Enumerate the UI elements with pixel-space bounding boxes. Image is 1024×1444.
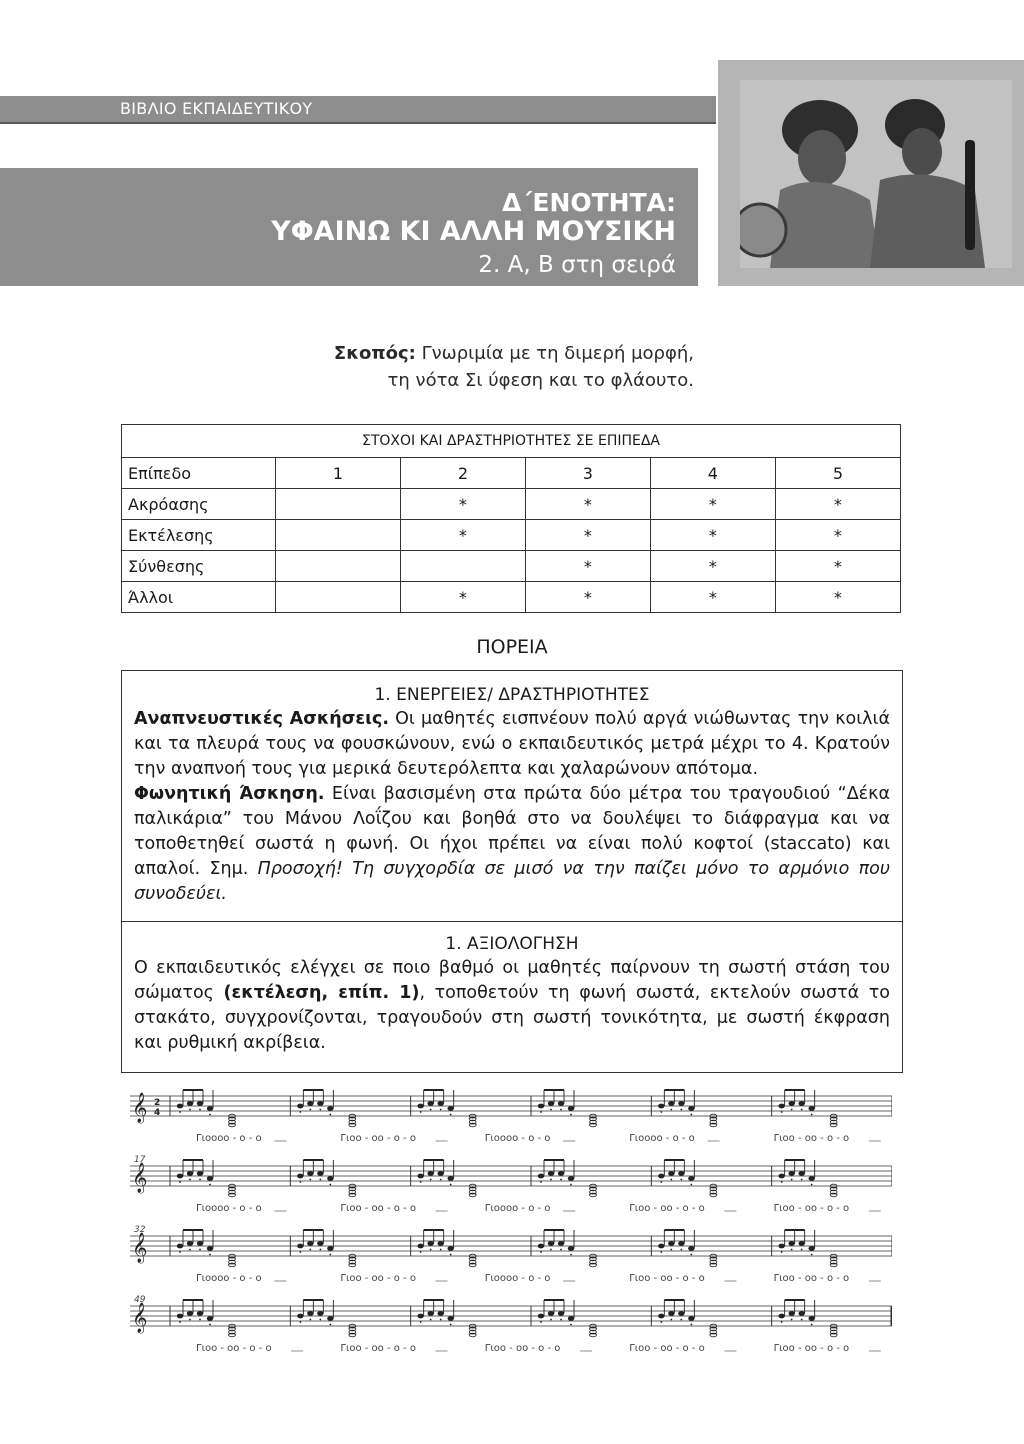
staccato-dot — [660, 1251, 662, 1253]
lyric-text: Γιοο - οο - ο - ο — [773, 1133, 850, 1144]
staccato-dot — [791, 1249, 793, 1251]
staccato-dot — [440, 1109, 442, 1111]
measure-number: 32 — [134, 1225, 146, 1235]
table-row — [122, 520, 901, 551]
staccato-dot — [801, 1109, 803, 1111]
row-label: Άλλοι — [122, 582, 276, 613]
note-head — [808, 1316, 814, 1321]
note-head — [427, 1311, 433, 1316]
activities-text — [122, 707, 902, 907]
note-head — [447, 1246, 453, 1251]
lyric-text: Γιοο - οο - ο - ο — [340, 1273, 416, 1284]
staccato-dot — [420, 1181, 422, 1183]
lyric-text: Γιοο - οο - ο - ο — [773, 1273, 850, 1284]
staccato-dot — [660, 1111, 662, 1113]
staccato-dot — [329, 1114, 331, 1116]
note-head — [447, 1106, 453, 1111]
activities-title: 1. ΕΝΕΡΓΕΙΕΣ/ ΔΡΑΣΤΗΡΙΟΤΗΤΕΣ — [374, 685, 650, 705]
note-head — [778, 1174, 784, 1179]
staccato-dot — [570, 1184, 572, 1186]
lyric-text: Γιοοοο - ο - ο — [484, 1133, 551, 1144]
breath-label: Αναπνευστικές Ασκήσεις. — [134, 709, 389, 729]
poreia-heading: ΠΟΡΕΙΑ — [476, 636, 548, 658]
staccato-dot — [690, 1254, 692, 1256]
staccato-dot — [430, 1179, 432, 1181]
table-cell: * — [775, 520, 900, 551]
note-head — [678, 1311, 684, 1316]
note-head — [538, 1244, 544, 1249]
staccato-dot — [450, 1254, 452, 1256]
evaluation-box — [121, 920, 903, 1073]
note-head — [568, 1176, 574, 1181]
staccato-dot — [781, 1321, 783, 1323]
note-head — [447, 1176, 453, 1181]
staccato-dot — [660, 1321, 662, 1323]
note-head — [798, 1241, 804, 1246]
table-cell: * — [525, 489, 650, 520]
staccato-dot — [209, 1184, 211, 1186]
lyric-text: Γιοοοο - ο - ο — [196, 1133, 262, 1144]
staccato-dot — [680, 1249, 682, 1251]
note-head — [327, 1106, 333, 1111]
table-row — [122, 551, 901, 582]
note-head — [197, 1101, 203, 1106]
note-head — [327, 1316, 333, 1321]
note-head — [327, 1176, 333, 1181]
staccato-dot — [199, 1179, 201, 1181]
staccato-dot — [299, 1321, 301, 1323]
staccato-dot — [811, 1254, 813, 1256]
staccato-dot — [450, 1114, 452, 1116]
staccato-dot — [660, 1181, 662, 1183]
staccato-dot — [560, 1179, 562, 1181]
staccato-dot — [329, 1254, 331, 1256]
table-cell: * — [400, 582, 525, 613]
table-cell: * — [650, 551, 775, 582]
staccato-dot — [309, 1109, 311, 1111]
table-cell: * — [400, 489, 525, 520]
staccato-dot — [440, 1179, 442, 1181]
staccato-dot — [540, 1251, 542, 1253]
staccato-dot — [440, 1249, 442, 1251]
note-head — [427, 1241, 433, 1246]
staccato-dot — [319, 1179, 321, 1181]
note-head — [317, 1311, 323, 1316]
evaluation-bold: (εκτέλεση, επίπ. 1) — [223, 983, 420, 1003]
staccato-dot — [430, 1319, 432, 1321]
note-head — [207, 1106, 213, 1111]
note-head — [417, 1244, 423, 1249]
musicians-photo — [740, 80, 1012, 268]
staccato-dot — [540, 1321, 542, 1323]
note-head — [788, 1241, 794, 1246]
note-head — [427, 1171, 433, 1176]
running-header — [0, 96, 716, 124]
table-row — [122, 582, 901, 613]
purpose-label: Σκοπός: — [333, 343, 416, 364]
note-head — [778, 1244, 784, 1249]
staccato-dot — [329, 1324, 331, 1326]
unit-name: ΥΦΑΙΝΩ ΚΙ ΑΛΛΗ ΜΟΥΣΙΚΗ — [271, 216, 676, 247]
music-score — [130, 1086, 892, 1376]
table-cell — [276, 582, 401, 613]
staccato-dot — [319, 1109, 321, 1111]
staccato-dot — [550, 1179, 552, 1181]
staccato-dot — [680, 1109, 682, 1111]
staccato-dot — [540, 1181, 542, 1183]
staccato-dot — [801, 1179, 803, 1181]
note-head — [207, 1176, 213, 1181]
staccato-dot — [550, 1249, 552, 1251]
table-cell — [276, 551, 401, 582]
lyric-text: Γιοοοο - ο - ο — [196, 1273, 262, 1284]
table-cell: * — [650, 582, 775, 613]
staccato-dot — [329, 1184, 331, 1186]
staccato-dot — [670, 1249, 672, 1251]
staccato-dot — [199, 1319, 201, 1321]
note-head — [437, 1171, 443, 1176]
staccato-dot — [420, 1111, 422, 1113]
staccato-dot — [309, 1179, 311, 1181]
voice-text: Είναι βασισμένη στα πρώτα δύο μέτρα του τραγουδιού “Δέκα παλικάρια” του Μάνου Λοΐζου και βοηθά στο να δουλέψει το διάφραγμα και να τοποθετηθεί σωστά η φωνή. Οι ήχοι πρέπει να είναι πολύ κοφτοί (staccato) και απαλοί. Σημ. — [134, 784, 890, 879]
note-head — [688, 1246, 694, 1251]
note-head — [808, 1176, 814, 1181]
note-head — [788, 1101, 794, 1106]
note-head — [417, 1314, 423, 1319]
lyric-text: Γιοο - οο - ο - ο — [629, 1203, 705, 1214]
note-head — [187, 1101, 193, 1106]
note-head — [668, 1101, 674, 1106]
note-head — [207, 1246, 213, 1251]
lyric-text: Γιοοοο - ο - ο — [484, 1273, 551, 1284]
note-head — [307, 1241, 313, 1246]
title-box — [0, 168, 698, 286]
staccato-dot — [560, 1249, 562, 1251]
note-head — [668, 1171, 674, 1176]
note-head — [177, 1174, 183, 1179]
staccato-dot — [801, 1319, 803, 1321]
levels-table-heading: ΣΤΟΧΟΙ ΚΑΙ ΔΡΑΣΤΗΡΙΟΤΗΤΕΣ ΣΕ ΕΠΙΠΕΔΑ — [122, 425, 901, 458]
note-head — [778, 1104, 784, 1109]
table-cell: * — [400, 520, 525, 551]
staccato-dot — [430, 1249, 432, 1251]
lyric-text: Γιοο - οο - ο - ο — [340, 1133, 416, 1144]
lyric-text: Γιοοοο - ο - ο — [629, 1133, 695, 1144]
levels-table — [121, 424, 901, 613]
staccato-dot — [209, 1254, 211, 1256]
note-head — [678, 1101, 684, 1106]
staccato-dot — [781, 1111, 783, 1113]
note-head — [207, 1316, 213, 1321]
note-head — [688, 1316, 694, 1321]
table-cell: * — [525, 520, 650, 551]
staccato-dot — [420, 1321, 422, 1323]
table-cell: * — [525, 582, 650, 613]
note-head — [177, 1314, 183, 1319]
time-signature: 2 — [154, 1098, 161, 1108]
table-cell: * — [650, 520, 775, 551]
note-head — [568, 1246, 574, 1251]
note-head — [317, 1101, 323, 1106]
staccato-dot — [570, 1114, 572, 1116]
staccato-dot — [450, 1184, 452, 1186]
note-head — [427, 1101, 433, 1106]
note-head — [558, 1311, 564, 1316]
table-cell: * — [775, 582, 900, 613]
staccato-dot — [189, 1179, 191, 1181]
staccato-dot — [319, 1319, 321, 1321]
evaluation-text-1: Ο εκπαιδευτικός ελέγχει σε ποιο βαθμό οι μαθητές παίρνουν τη σωστή στάση του σώματος — [134, 958, 890, 1003]
staccato-dot — [781, 1251, 783, 1253]
note-head — [548, 1241, 554, 1246]
staccato-dot — [550, 1319, 552, 1321]
staccato-dot — [670, 1319, 672, 1321]
measure-number: 49 — [134, 1295, 146, 1305]
note-head — [548, 1171, 554, 1176]
note-head — [808, 1246, 814, 1251]
note-head — [688, 1176, 694, 1181]
staccato-dot — [540, 1111, 542, 1113]
level-number: 1 — [276, 458, 401, 489]
treble-clef-icon: 𝄞 — [132, 1233, 148, 1263]
note-head — [177, 1104, 183, 1109]
note-head — [558, 1171, 564, 1176]
staccato-dot — [440, 1319, 442, 1321]
lyric-text: Γιοο - οο - ο - ο — [629, 1273, 705, 1284]
breath-text: Οι μαθητές εισπνέουν πολύ αργά νιώθωντας την κοιλιά και τα πλευρά τους να φουσκώνουν, ενώ ο εκπαιδευτικός μετρά μέχρι το 4. Κρατούν την αναπνοή τους για μερικά δευτερόλεπτα και χαλαρώνουν απότομα. — [134, 709, 890, 779]
lyric-text: Γιοο - οο - ο - ο — [340, 1343, 416, 1354]
note-head — [417, 1104, 423, 1109]
staccato-dot — [189, 1319, 191, 1321]
note-head — [437, 1311, 443, 1316]
staccato-dot — [199, 1109, 201, 1111]
note-head — [678, 1171, 684, 1176]
staccato-dot — [560, 1319, 562, 1321]
musicians-illustration — [740, 80, 1012, 268]
note-head — [538, 1314, 544, 1319]
staccato-dot — [670, 1179, 672, 1181]
staccato-dot — [690, 1184, 692, 1186]
note-head — [447, 1316, 453, 1321]
staccato-dot — [801, 1249, 803, 1251]
note-head — [417, 1174, 423, 1179]
note-head — [297, 1174, 303, 1179]
staccato-dot — [209, 1324, 211, 1326]
staccato-dot — [309, 1319, 311, 1321]
staccato-dot — [781, 1181, 783, 1183]
staccato-dot — [791, 1109, 793, 1111]
note-head — [568, 1106, 574, 1111]
note-head — [197, 1311, 203, 1316]
activities-box — [121, 670, 903, 922]
note-head — [808, 1106, 814, 1111]
note-head — [187, 1171, 193, 1176]
level-label: Επίπεδο — [122, 458, 276, 489]
note-head — [548, 1101, 554, 1106]
staccato-dot — [690, 1114, 692, 1116]
note-head — [297, 1244, 303, 1249]
staccato-dot — [811, 1184, 813, 1186]
staccato-dot — [811, 1114, 813, 1116]
staccato-dot — [420, 1251, 422, 1253]
note-head — [307, 1311, 313, 1316]
staccato-dot — [189, 1249, 191, 1251]
note-head — [688, 1106, 694, 1111]
note-head — [798, 1171, 804, 1176]
table-cell: * — [775, 489, 900, 520]
evaluation-text — [122, 956, 902, 1056]
staccato-dot — [199, 1249, 201, 1251]
staccato-dot — [570, 1324, 572, 1326]
running-header-text: ΒΙΒΛΙΟ ΕΚΠΑΙΔΕΥΤΙΚΟΥ — [120, 99, 313, 118]
unit-title: Δ΄ΕΝΟΤΗΤΑ: — [501, 188, 676, 217]
staccato-dot — [791, 1179, 793, 1181]
staccato-dot — [179, 1181, 181, 1183]
table-cell — [276, 520, 401, 551]
lyric-text: Γιοο - οο - ο - ο — [484, 1343, 561, 1354]
note-head — [538, 1174, 544, 1179]
evaluation-text-2: , τοποθετούν τη φωνή σωστά, εκτελούν σωστά το στακάτο, συγχρονίζονται, τραγουδούν στη σωστή τονικότητα, με σωστή έκφραση και ρυθμική ακρίβεια. — [134, 983, 890, 1053]
staccato-dot — [309, 1249, 311, 1251]
staccato-dot — [690, 1324, 692, 1326]
note-head — [778, 1314, 784, 1319]
note-head — [197, 1241, 203, 1246]
note-head — [317, 1171, 323, 1176]
table-row — [122, 458, 901, 489]
note-head — [187, 1241, 193, 1246]
note-head — [788, 1171, 794, 1176]
level-number: 3 — [525, 458, 650, 489]
note-head — [798, 1101, 804, 1106]
note-head — [548, 1311, 554, 1316]
staccato-dot — [209, 1114, 211, 1116]
score-staves — [130, 1086, 892, 1376]
staccato-dot — [319, 1249, 321, 1251]
staccato-dot — [811, 1324, 813, 1326]
note-head — [327, 1246, 333, 1251]
table-row — [122, 489, 901, 520]
lesson-title: 2. Α, Β στη σειρά — [478, 252, 676, 278]
lyric-text: Γιοο - οο - ο - ο — [196, 1343, 272, 1354]
lyric-text: Γιοοοο - ο - ο — [484, 1203, 551, 1214]
note-head — [197, 1171, 203, 1176]
note-head — [317, 1241, 323, 1246]
table-cell: * — [650, 489, 775, 520]
staccato-dot — [550, 1109, 552, 1111]
staccato-dot — [791, 1319, 793, 1321]
note-head — [307, 1101, 313, 1106]
lyric-text: Γιοο - οο - ο - ο — [773, 1343, 850, 1354]
table-cell — [400, 551, 525, 582]
table-cell: * — [525, 551, 650, 582]
note-head — [538, 1104, 544, 1109]
staccato-dot — [450, 1324, 452, 1326]
time-signature: 4 — [154, 1108, 161, 1118]
level-number: 4 — [650, 458, 775, 489]
voice-label: Φωνητική Άσκηση. — [134, 784, 325, 804]
staccato-dot — [560, 1109, 562, 1111]
staccato-dot — [299, 1251, 301, 1253]
staccato-dot — [179, 1321, 181, 1323]
table-cell: * — [775, 551, 900, 582]
purpose-block — [200, 340, 694, 394]
lyric-text: Γιοο - οο - ο - ο — [773, 1203, 850, 1214]
treble-clef-icon: 𝄞 — [132, 1163, 148, 1193]
row-label: Εκτέλεσης — [122, 520, 276, 551]
lyric-text: Γιοο - οο - ο - ο — [340, 1203, 416, 1214]
lyric-text: Γιοοοο - ο - ο — [196, 1203, 262, 1214]
staccato-dot — [680, 1179, 682, 1181]
note-head — [558, 1101, 564, 1106]
row-label: Σύνθεσης — [122, 551, 276, 582]
note-head — [568, 1316, 574, 1321]
note-head — [798, 1311, 804, 1316]
lyric-text: Γιοο - οο - ο - ο — [629, 1343, 705, 1354]
note-head — [297, 1314, 303, 1319]
staccato-dot — [299, 1181, 301, 1183]
staccato-dot — [179, 1111, 181, 1113]
note-head — [678, 1241, 684, 1246]
staccato-dot — [430, 1109, 432, 1111]
staccato-dot — [179, 1251, 181, 1253]
note-head — [658, 1174, 664, 1179]
treble-clef-icon: 𝄞 — [132, 1303, 148, 1333]
note-head — [788, 1311, 794, 1316]
staccato-dot — [299, 1111, 301, 1113]
note-head — [307, 1171, 313, 1176]
note-head — [437, 1241, 443, 1246]
row-label: Ακρόασης — [122, 489, 276, 520]
evaluation-title: 1. ΑΞΙΟΛΟΓΗΣΗ — [445, 934, 579, 954]
staccato-dot — [570, 1254, 572, 1256]
note-head — [177, 1244, 183, 1249]
note-head — [558, 1241, 564, 1246]
note-head — [187, 1311, 193, 1316]
purpose-line-1: Γνωριμία με τη διμερή μορφή, — [421, 343, 694, 364]
table-cell — [276, 489, 401, 520]
note-head — [668, 1311, 674, 1316]
note-text: Προσοχή! Τη συγχορδία σε μισό να την παίζει μόνο το αρμόνιο που συνοδεύει. — [134, 859, 890, 904]
staccato-dot — [189, 1109, 191, 1111]
note-head — [658, 1244, 664, 1249]
treble-clef-icon: 𝄞 — [132, 1093, 148, 1123]
staccato-dot — [680, 1319, 682, 1321]
note-head — [658, 1314, 664, 1319]
note-head — [437, 1101, 443, 1106]
staccato-dot — [670, 1109, 672, 1111]
note-head — [658, 1104, 664, 1109]
level-number: 5 — [775, 458, 900, 489]
note-head — [668, 1241, 674, 1246]
measure-number: 17 — [134, 1155, 146, 1165]
level-number: 2 — [400, 458, 525, 489]
purpose-line-2: τη νότα Σι ύφεση και το φλάουτο. — [387, 370, 694, 391]
note-head — [297, 1104, 303, 1109]
